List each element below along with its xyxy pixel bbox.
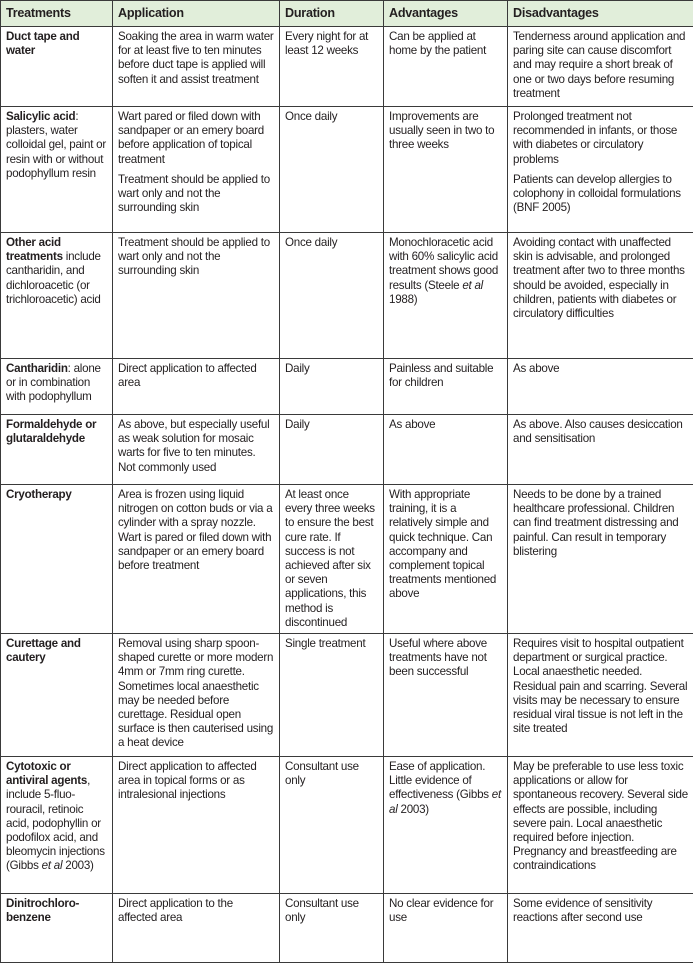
- application-text: Removal using sharp spoon-shaped curette or more modern 4mm or 7mm ring curette. Sometimes local anaesthetic may be needed before curettage. Residual open surface is then cauterised using a heat device: [118, 637, 274, 751]
- cell-duration: Daily: [280, 359, 384, 415]
- cell-disadvantages: [508, 634, 693, 757]
- application-text: Direct application to the affected area: [118, 897, 274, 925]
- treatment-name: Cryotherapy: [6, 488, 72, 501]
- disadvantages-text: As above. Also causes desiccation and sensitisation: [513, 418, 688, 446]
- cell-advantages: Can be applied at home by the patient: [384, 27, 508, 107]
- cell-treatment: [1, 634, 113, 757]
- treatment-name: Cytotoxic or antiviral agents: [6, 760, 87, 787]
- treatment-detail: : alone or in combination with podophyllum: [6, 362, 101, 403]
- cell-application: [113, 415, 280, 485]
- application-text: Wart pared or filed down with sandpaper or an emery board before application of topical treatment: [118, 110, 274, 167]
- application-text: As above, but especially useful as weak solution for mosaic warts for five to ten minutes. Not commonly used: [118, 418, 274, 475]
- cell-duration: Daily: [280, 415, 384, 485]
- table-row: [1, 107, 693, 233]
- disadvantages-text: As above: [513, 362, 688, 376]
- cell-treatment: [1, 894, 113, 963]
- cell-treatment: [1, 415, 113, 485]
- header-duration: Duration: [280, 1, 384, 27]
- cell-disadvantages: [508, 107, 693, 233]
- application-text: Treatment should be applied to wart only and not the surrounding skin: [118, 173, 274, 216]
- cell-disadvantages: [508, 359, 693, 415]
- cell-disadvantages: [508, 27, 693, 107]
- cell-treatment: [1, 485, 113, 634]
- table-body: [1, 27, 693, 963]
- disadvantages-text: May be preferable to use less toxic applications or allow for spontaneous recovery. Several side effects are possible, including severe pain. Local anaesthetic required before injection. Pregnancy and breastfeeding are contraindications: [513, 760, 688, 874]
- cell-duration: At least once every three weeks to ensure the best cure rate. If success is not achieved after six or seven applications, this method is discontinued: [280, 485, 384, 634]
- cell-advantages: Ease of application. Little evidence of effectiveness (Gibbs et al 2003): [384, 757, 508, 894]
- cell-duration: Consultant use only: [280, 757, 384, 894]
- cell-disadvantages: [508, 485, 693, 634]
- cell-advantages: No clear evidence for use: [384, 894, 508, 963]
- cell-application: [113, 894, 280, 963]
- disadvantages-text: Patients can develop allergies to colophony in colloidal formulations (BNF 2005): [513, 173, 688, 216]
- cell-treatment: [1, 359, 113, 415]
- cell-application: [113, 757, 280, 894]
- header-advantages: Advantages: [384, 1, 508, 27]
- disadvantages-text: Avoiding contact with unaffected skin is advisable, and prolonged treatment after two to three months should be avoided, especially in children, patients with diabetes or circulatory difficulties: [513, 236, 688, 321]
- disadvantages-text: Tenderness around application and paring site can cause discomfort and may require a short break of one or two days before resuming treatment: [513, 30, 688, 101]
- treatment-detail: , include 5-fluo-rouracil, retinoic acid, podophyllin or podofilox acid, and bleomycin injections (Gibbs et al 2003): [6, 774, 105, 872]
- header-treatments: Treatments: [1, 1, 113, 27]
- application-text: Direct application to affected area in topical forms or as intralesional injections: [118, 760, 274, 803]
- cell-application: [113, 107, 280, 233]
- table-row: [1, 757, 693, 894]
- treatment-detail: include cantharidin, and dichloroacetic (or trichloroacetic) acid: [6, 250, 101, 306]
- cell-treatment: [1, 233, 113, 359]
- treatment-detail: : plasters, water colloidal gel, paint or resin with or without podophyllum resin: [6, 110, 106, 180]
- cell-advantages: Painless and suitable for children: [384, 359, 508, 415]
- table-row: [1, 27, 693, 107]
- table-header-row: [1, 1, 693, 27]
- cell-application: [113, 27, 280, 107]
- table-row: [1, 634, 693, 757]
- table-row: [1, 894, 693, 963]
- application-text: Direct application to affected area: [118, 362, 274, 390]
- treatment-name: Salicylic acid: [6, 110, 75, 123]
- header-application: Application: [113, 1, 280, 27]
- cell-duration: Consultant use only: [280, 894, 384, 963]
- treatment-name: Dinitrochloro-benzene: [6, 897, 79, 924]
- treatment-name: Curettage and cautery: [6, 637, 81, 664]
- table-row: [1, 359, 693, 415]
- cell-disadvantages: [508, 233, 693, 359]
- cell-duration: Once daily: [280, 107, 384, 233]
- cell-application: [113, 233, 280, 359]
- cell-duration: Once daily: [280, 233, 384, 359]
- cell-treatment: [1, 757, 113, 894]
- table-row: [1, 415, 693, 485]
- cell-application: [113, 485, 280, 634]
- cell-duration: Single treatment: [280, 634, 384, 757]
- cell-disadvantages: [508, 894, 693, 963]
- cell-disadvantages: [508, 757, 693, 894]
- cell-advantages: With appropriate training, it is a relatively simple and quick technique. Can accompany and complement topical treatments mentioned above: [384, 485, 508, 634]
- cell-advantages: As above: [384, 415, 508, 485]
- application-text: Treatment should be applied to wart only and not the surrounding skin: [118, 236, 274, 279]
- header-disadvantages: Disadvantages: [508, 1, 693, 27]
- cell-treatment: [1, 107, 113, 233]
- cell-advantages: Monochloracetic acid with 60% salicylic acid treatment shows good results (Steele et al 1988): [384, 233, 508, 359]
- treatment-name: Formaldehyde or glutaraldehyde: [6, 418, 96, 445]
- disadvantages-text: Requires visit to hospital outpatient department or surgical practice. Local anaesthetic needed. Residual pain and scarring. Several visits may be necessary to ensure residual viral tissue is not left in the site treated: [513, 637, 688, 736]
- cell-application: [113, 634, 280, 757]
- cell-application: [113, 359, 280, 415]
- disadvantages-text: Needs to be done by a trained healthcare professional. Children can find treatment distressing and painful. Can result in temporary blistering: [513, 488, 688, 559]
- disadvantages-text: Prolonged treatment not recommended in infants, or those with diabetes or circulatory problems: [513, 110, 688, 167]
- application-text: Area is frozen using liquid nitrogen on cotton buds or via a cylinder with a spray nozzle. Wart is pared or filed down with sandpaper or an emery board before treatment: [118, 488, 274, 573]
- cell-duration: Every night for at least 12 weeks: [280, 27, 384, 107]
- disadvantages-text: Some evidence of sensitivity reactions after second use: [513, 897, 688, 925]
- cell-disadvantages: [508, 415, 693, 485]
- application-text: Soaking the area in warm water for at least five to ten minutes before duct tape is applied will soften it and assist treatment: [118, 30, 274, 87]
- treatment-name: Cantharidin: [6, 362, 68, 375]
- cell-advantages: Improvements are usually seen in two to three weeks: [384, 107, 508, 233]
- table-row: [1, 485, 693, 634]
- table-row: [1, 233, 693, 359]
- cell-advantages: Useful where above treatments have not been successful: [384, 634, 508, 757]
- treatment-name: Duct tape and water: [6, 30, 79, 57]
- treatment-name: Other acid treatments: [6, 236, 63, 263]
- cell-treatment: [1, 27, 113, 107]
